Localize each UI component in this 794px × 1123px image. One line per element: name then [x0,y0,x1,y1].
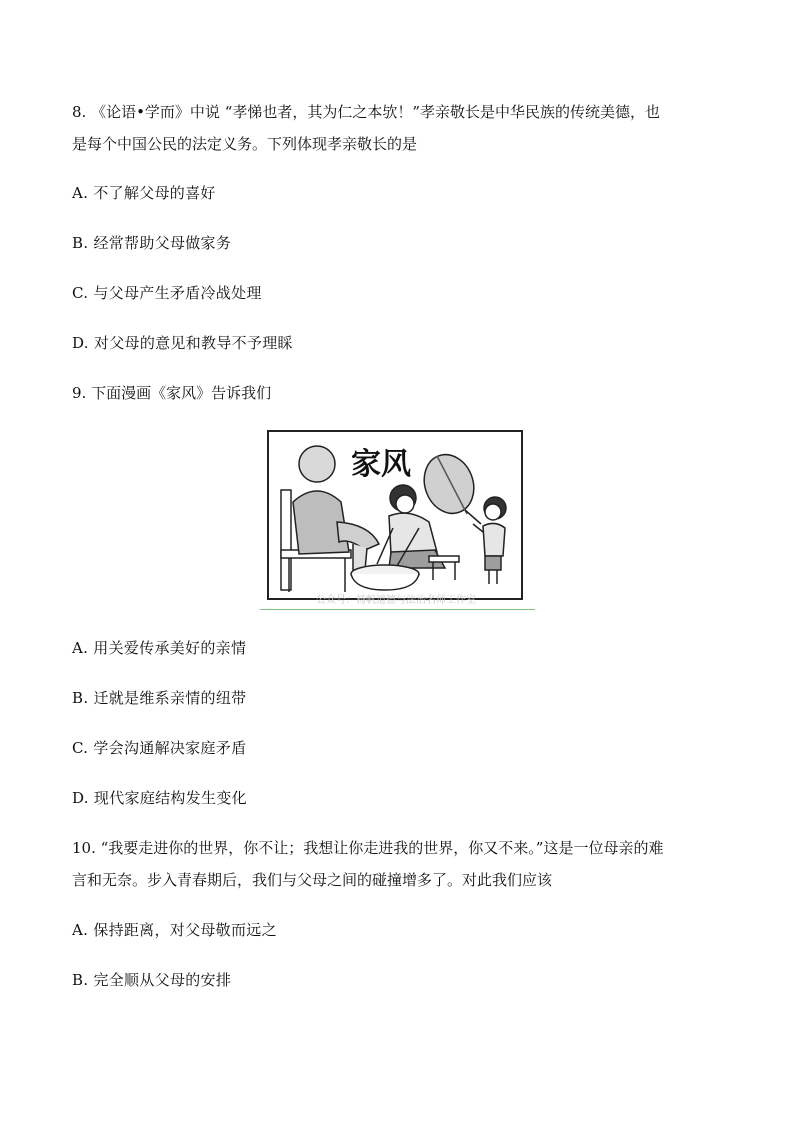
q9-option-d: D. 现代家庭结构发生变化 [72,789,247,807]
q9-option-a: A. 用关爱传承美好的亲情 [72,639,247,657]
q10-option-b: B. 完全顺从父母的安排 [72,971,232,989]
q10-stem-line1: 10. “我要走进你的世界，你不让；我想让你走进我的世界，你又不来。”这是一位母亲的难 [72,839,664,857]
q8-stem-line2: 是每个中国公民的法定义务。下列体现孝亲敬长的是 [72,135,418,153]
figure-divider [260,609,535,610]
q9-option-b: B. 迁就是维系亲情的纽带 [72,689,247,707]
q8-option-b: B. 经常帮助父母做家务 [72,234,232,252]
q8-option-a: A. 不了解父母的喜好 [72,184,216,202]
q10-stem-line2: 言和无奈。步入青春期后，我们与父母之间的碰撞增多了。对此我们应该 [72,871,553,889]
q10-option-a: A. 保持距离，对父母敬而远之 [72,921,277,939]
q9-stem: 9. 下面漫画《家风》告诉我们 [72,384,272,402]
cartoon-title: 家风 [351,447,411,482]
q8-option-d: D. 对父母的意见和教导不予理睬 [72,334,293,352]
q8-option-c: C. 与父母产生矛盾冷战处理 [72,284,262,302]
q8-stem-line1: 8. 《论语•学而》中说 “孝悌也者，其为仁之本欤！”孝亲敬长是中华民族的传统美德，也 [72,103,661,121]
q9-option-c: C. 学会沟通解决家庭矛盾 [72,739,247,757]
cartoon-watermark: 公众号：杨帆道德与法治名师工作室 [316,595,476,606]
jiafeng-cartoon-image [267,430,523,600]
